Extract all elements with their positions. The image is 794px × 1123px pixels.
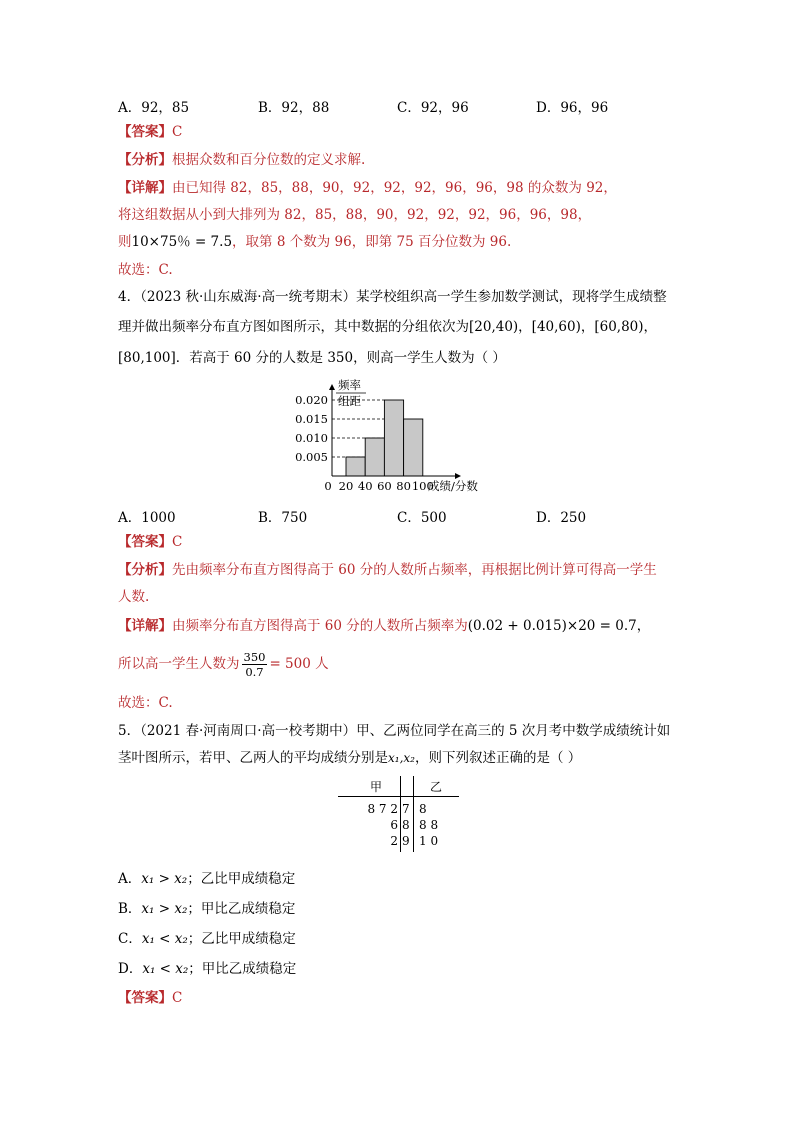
- q5-option-c: [118, 929, 296, 949]
- answer-label: 【答案】: [118, 124, 172, 140]
- detail-number: 8: [276, 234, 286, 250]
- q4-conclusion: 故选：C.: [118, 695, 173, 711]
- detail-text: ，: [603, 180, 617, 196]
- detail-text: 由已知得: [172, 180, 231, 196]
- fraction-denominator: 0.7: [245, 665, 264, 679]
- q4-option-a: A．1000: [118, 510, 176, 526]
- detail-text: 由频率分布直方图得高于 60 分的人数所占频率为: [172, 618, 468, 634]
- bar-[40,60): [365, 438, 384, 476]
- q3-detail-line2: [118, 205, 591, 225]
- right-leaves: 8 8: [419, 818, 439, 832]
- stem: 8: [402, 818, 410, 832]
- option-letter: D．: [118, 961, 143, 977]
- q4-stem-line3: [80,100]．若高于 60 分的人数是 350，则高一学生人数为（ ）: [118, 350, 506, 366]
- answer-label: 【答案】: [118, 990, 172, 1006]
- detail-text: ，取第: [232, 234, 277, 250]
- q3-answer: [118, 122, 182, 142]
- q4-detail-line1: [118, 616, 650, 636]
- detail-text: = 500 人: [269, 656, 329, 672]
- q3-option-b: B．92，88: [258, 100, 330, 116]
- detail-number: 96: [334, 234, 352, 250]
- q4-analysis-line2: 人数.: [118, 589, 150, 605]
- answer-value: C: [172, 124, 183, 140]
- stem-rule-left: [400, 776, 401, 852]
- x-tick-group: [324, 479, 433, 493]
- q5-option-a: [118, 869, 295, 889]
- stem: 9: [402, 834, 410, 848]
- option-text: ；乙比甲成绩稳定: [187, 871, 296, 887]
- left-leaves: 6: [390, 818, 398, 832]
- analysis-label: 【分析】: [118, 562, 172, 578]
- math-expression: x₁ > x₂: [141, 871, 188, 887]
- bar-[20,40): [346, 457, 365, 476]
- frequency-histogram: [290, 375, 510, 500]
- math-expression: x₁ < x₂: [141, 931, 188, 947]
- stem-leaf-plot: [338, 776, 463, 854]
- q5-answer: [118, 988, 182, 1008]
- q4-option-c: C．500: [397, 510, 447, 526]
- q5-stem-line1: 5．（2021 春·河南周口·高一校考期中）甲、乙两位同学在高三的 5 次月考中数学成绩统计如: [118, 723, 671, 739]
- fraction-numerator: 350: [243, 650, 266, 664]
- detail-text: 的众数为: [523, 180, 587, 196]
- right-header: 乙: [430, 780, 443, 794]
- y-tick-group: [295, 393, 328, 464]
- x-tick-label: 60: [377, 479, 392, 493]
- option-text: ；甲比乙成绩稳定: [187, 901, 296, 917]
- y-tick-label: 0.020: [295, 393, 328, 407]
- mode-value: 92: [586, 180, 604, 196]
- left-header: 甲: [370, 780, 383, 794]
- q3-detail-line3: [118, 232, 511, 252]
- right-leaves: 8: [419, 802, 427, 816]
- option-letter: C．: [118, 931, 142, 947]
- left-leaves: 2: [390, 834, 398, 848]
- x-tick-label: 80: [396, 479, 411, 493]
- right-leaves: 1 0: [419, 834, 439, 848]
- y-tick-label: 0.010: [295, 431, 328, 445]
- q4-answer: [118, 532, 182, 552]
- detail-number: 96: [489, 234, 507, 250]
- q3-detail-line1: [118, 178, 617, 198]
- math-expression: x₁ > x₂: [141, 901, 188, 917]
- q4-option-b: B．750: [258, 510, 308, 526]
- detail-text: 所以高一学生人数为: [118, 656, 240, 672]
- detail-text: 则: [118, 234, 132, 250]
- data-list: 82，85，88，90，92，92，92，96，96，98: [230, 180, 524, 196]
- q5-option-b: [118, 899, 295, 919]
- detail-text: 个数为: [285, 234, 335, 250]
- xlabel: 成绩/分数: [428, 479, 478, 493]
- q3-option-d: D．96，96: [536, 100, 609, 116]
- stem: 7: [402, 802, 410, 816]
- detail-label: 【详解】: [118, 180, 172, 196]
- option-letter: B．: [118, 901, 142, 917]
- stem-rule-right: [413, 776, 414, 852]
- math-expression: 10×75％ = 7.5: [131, 234, 233, 250]
- q4-stem-line1: 4．（2023 秋·山东威海·高一统考期末）某学校组织高一学生参加数学测试，现将学生成绩整: [118, 289, 667, 305]
- detail-text: ，即第: [351, 234, 397, 250]
- analysis-label: 【分析】: [118, 152, 172, 168]
- x-tick-label: 40: [357, 479, 373, 493]
- detail-number: 75: [396, 234, 414, 250]
- ylabel-top: 频率: [338, 378, 361, 392]
- math-expression: x₁,x₂: [388, 751, 415, 765]
- detail-text: 将这组数据从小到大排列为: [118, 207, 285, 223]
- answer-value: C: [172, 534, 183, 550]
- x-tick-label: 0: [324, 479, 332, 493]
- detail-label: 【详解】: [118, 618, 172, 634]
- option-text: ；乙比甲成绩稳定: [187, 931, 296, 947]
- detail-text: 百分位数为: [413, 234, 490, 250]
- x-tick-label: 100: [411, 479, 434, 493]
- q5-option-d: [118, 959, 296, 979]
- q4-stem-line2: 理并做出频率分布直方图如图所示，其中数据的分组依次为[20,40)，[40,60)，[60,80)，: [118, 319, 658, 335]
- ylabel-bottom: 组距: [338, 394, 361, 408]
- detail-text: ，: [636, 618, 651, 634]
- stem-text: 茎叶图所示，若甲、乙两人的平均成绩分别是: [118, 750, 388, 766]
- q3-conclusion: 故选：C.: [118, 262, 173, 278]
- option-text: ；甲比乙成绩稳定: [188, 961, 297, 977]
- analysis-text: 根据众数和百分位数的定义求解.: [172, 152, 366, 168]
- q5-stem-line2: [118, 748, 581, 768]
- q3-option-c: C．92，96: [397, 100, 469, 116]
- math-expression: x₁ < x₂: [142, 961, 189, 977]
- answer-label: 【答案】: [118, 534, 172, 550]
- q3-option-a: A．92，85: [118, 100, 190, 116]
- fraction: [242, 650, 268, 679]
- detail-text: ，: [577, 207, 592, 223]
- q3-analysis: [118, 150, 365, 170]
- bar-[60,80): [384, 400, 403, 476]
- header-rule: [338, 796, 459, 797]
- q4-detail-line2: [118, 644, 329, 684]
- answer-value: C: [172, 990, 183, 1006]
- stem-text: ，则下列叙述正确的是（ ）: [414, 750, 582, 766]
- y-tick-label: 0.005: [295, 450, 328, 464]
- left-leaves: 8 7 2: [367, 802, 398, 816]
- detail-text: .: [506, 234, 512, 250]
- q4-analysis-line1: [118, 560, 657, 580]
- q4-option-d: D．250: [536, 510, 587, 526]
- math-expression: (0.02 + 0.015)×20 = 0.7: [467, 618, 637, 634]
- x-tick-label: 20: [338, 479, 354, 493]
- analysis-text: 先由频率分布直方图得高于 60 分的人数所占频率，再根据比例计算可得高一学生: [172, 562, 657, 578]
- sorted-list: 82，85，88，90，92，92，92，96，96，98: [284, 207, 578, 223]
- y-tick-label: 0.015: [295, 412, 328, 426]
- option-letter: A．: [118, 871, 142, 887]
- bar-[80,100]: [404, 419, 423, 476]
